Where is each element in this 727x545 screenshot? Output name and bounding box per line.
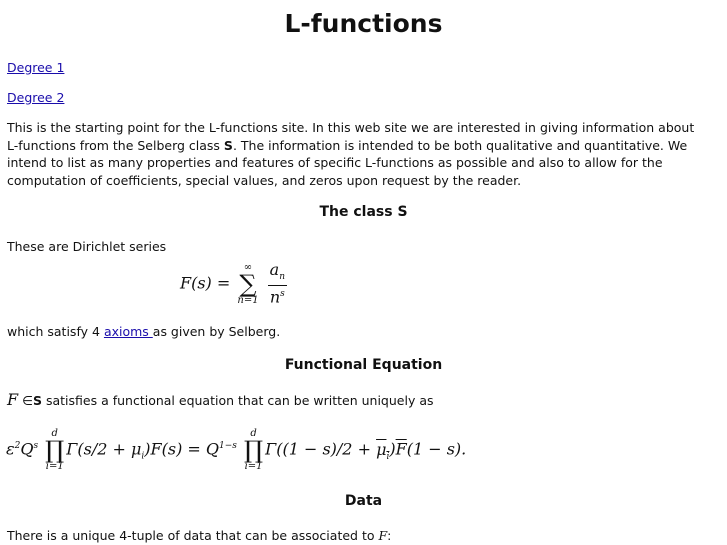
mu-bar-sub: i (386, 451, 390, 462)
q-sup-2: 1−s (219, 441, 237, 452)
data-text (7, 528, 391, 543)
denominator-sup: s (280, 289, 285, 300)
data-symbol-f: F (378, 528, 388, 543)
page-title: L-functions (284, 9, 443, 38)
intro-text-2: . The information is intended to be both qualitative and quantitative. We intend to list as many properties and features of specific L-functions as possible and also to allow for the computation of coefficients, special values, and zeros upon request by the reader. (7, 137, 688, 188)
functional-equation-formula (6, 428, 466, 472)
intro-text-1: This is the starting point for the L-functions site. In this web site we are interested in giving information about L-functions from the Selberg class (7, 120, 695, 153)
intro-paragraph (7, 119, 707, 189)
epsilon-sup: 2 (14, 441, 21, 452)
q-symbol: Q (20, 439, 34, 459)
class-s-symbol: S (32, 393, 42, 408)
degree-2-link[interactable]: Degree 2 (7, 90, 65, 105)
gamma-left-close: )F(s) = Q (144, 439, 220, 459)
gamma-left: Γ(s/2 + μ (66, 439, 142, 459)
selberg-class-symbol: S (223, 137, 233, 153)
product-operator-left (45, 428, 64, 472)
fraction-denominator (268, 286, 287, 305)
element-of-symbol: ∈ (22, 393, 33, 408)
symbol-f: F (7, 390, 19, 409)
functional-equation-text: satisfies a functional equation that can be written uniquely as (42, 393, 434, 408)
denominator-n: n (269, 287, 281, 307)
product-upper-right: d (250, 428, 257, 439)
axioms-link[interactable]: axioms (103, 324, 153, 339)
data-text-after: : (387, 528, 392, 543)
gamma-left-sub: i (141, 451, 145, 462)
axioms-after: as given by Selberg. (152, 324, 281, 339)
product-lower-left: i=1 (45, 461, 64, 472)
fraction-numerator (268, 262, 287, 286)
q-sup: s (33, 441, 39, 452)
sum-lower-limit: n=1 (237, 295, 259, 306)
numerator-a: a (269, 260, 280, 280)
dirichlet-formula (180, 262, 289, 306)
axioms-before: which satisfy 4 (7, 324, 104, 339)
formula-tail: (1 − s). (406, 439, 467, 459)
gamma-right-close: ) (389, 439, 396, 459)
numerator-sub: n (279, 272, 285, 283)
product-lower-right: i=1 (244, 461, 263, 472)
product-symbol-left: ∏ (45, 436, 65, 464)
data-heading: Data (344, 493, 383, 509)
functional-equation-intro (7, 390, 434, 409)
mu-bar-symbol: μ (376, 439, 387, 459)
axioms-text (7, 324, 280, 339)
class-s-heading: The class S (319, 204, 408, 220)
sum-symbol: ∑ (239, 270, 257, 298)
sum-upper-limit: ∞ (243, 262, 253, 273)
formula-lhs: F(s) = (180, 273, 236, 293)
f-bar: $\overline{F}$ (395, 439, 407, 459)
mu-bar (376, 439, 390, 462)
product-upper-left: d (51, 428, 58, 439)
data-text-before: There is a unique 4-tuple of data that can be associated to (7, 528, 379, 543)
gamma-right: Γ((1 − s)/2 + (265, 439, 377, 459)
epsilon: ε (6, 439, 15, 459)
coefficient-fraction (268, 262, 287, 306)
functional-equation-heading: Functional Equation (284, 357, 443, 373)
degree-1-link[interactable]: Degree 1 (7, 60, 65, 75)
dirichlet-text: These are Dirichlet series (7, 239, 167, 254)
product-symbol-right: ∏ (244, 436, 264, 464)
sum-operator (237, 262, 258, 306)
product-operator-right (244, 428, 263, 472)
